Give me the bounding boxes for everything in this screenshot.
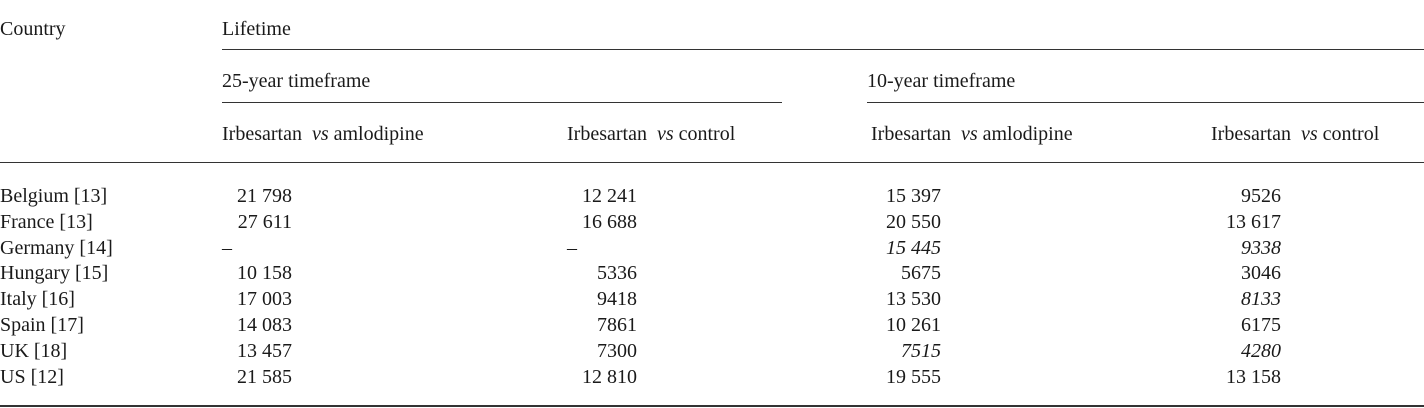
header-irb-vs-ctrl-10: Irbesartan vs control [1211,123,1380,145]
header-irb-vs-aml-25: Irbesartan vs amlodipine [222,123,424,145]
value-cell-c3: 10 261 [886,314,941,336]
value-cell-c3: 15 397 [886,185,941,207]
value-cell-c3: 19 555 [886,366,941,388]
value-cell-c2: 7300 [597,340,637,362]
value-cell-c3: 7515 [901,340,941,362]
country-cell: Germany [14] [0,237,113,259]
value-cell-c4: 9526 [1241,185,1281,207]
value-cell-c2: 12 810 [582,366,637,388]
value-cell-c1: 14 083 [237,314,292,336]
value-cell-c4: 13 617 [1226,211,1281,233]
country-cell: Spain [17] [0,314,84,336]
country-cell: Italy [16] [0,288,75,310]
country-cell: Hungary [15] [0,262,109,284]
value-cell-c2: – [567,237,577,259]
header-bottom-rule [0,162,1424,163]
value-cell-c3: 13 530 [886,288,941,310]
header-irb-vs-aml-10: Irbesartan vs amlodipine [871,123,1073,145]
table-bottom-rule [0,405,1424,407]
header-25-year: 25-year timeframe [222,70,371,92]
country-cell: Belgium [13] [0,185,108,207]
value-cell-c1: 10 158 [237,262,292,284]
value-cell-c2: 7861 [597,314,637,336]
value-cell-c2: 16 688 [582,211,637,233]
value-cell-c3: 20 550 [886,211,941,233]
value-cell-c2: 5336 [597,262,637,284]
header-10-year: 10-year timeframe [867,70,1016,92]
value-cell-c1: – [222,237,232,259]
value-cell-c4: 6175 [1241,314,1281,336]
header-country: Country [0,18,66,40]
tf25-rule [222,102,782,103]
lifetime-rule [222,49,1424,50]
value-cell-c3: 5675 [901,262,941,284]
value-cell-c4: 4280 [1241,340,1281,362]
value-cell-c1: 13 457 [237,340,292,362]
value-cell-c1: 21 585 [237,366,292,388]
value-cell-c1: 17 003 [237,288,292,310]
country-cell: France [13] [0,211,93,233]
value-cell-c2: 12 241 [582,185,637,207]
value-cell-c4: 13 158 [1226,366,1281,388]
tf10-rule [867,102,1424,103]
value-cell-c3: 15 445 [886,237,941,259]
country-cell: UK [18] [0,340,68,362]
header-irb-vs-ctrl-25: Irbesartan vs control [567,123,736,145]
value-cell-c1: 21 798 [237,185,292,207]
country-cell: US [12] [0,366,64,388]
value-cell-c2: 9418 [597,288,637,310]
header-lifetime: Lifetime [222,18,291,40]
value-cell-c4: 8133 [1241,288,1281,310]
value-cell-c4: 3046 [1241,262,1281,284]
value-cell-c4: 9338 [1241,237,1281,259]
value-cell-c1: 27 611 [237,211,292,233]
